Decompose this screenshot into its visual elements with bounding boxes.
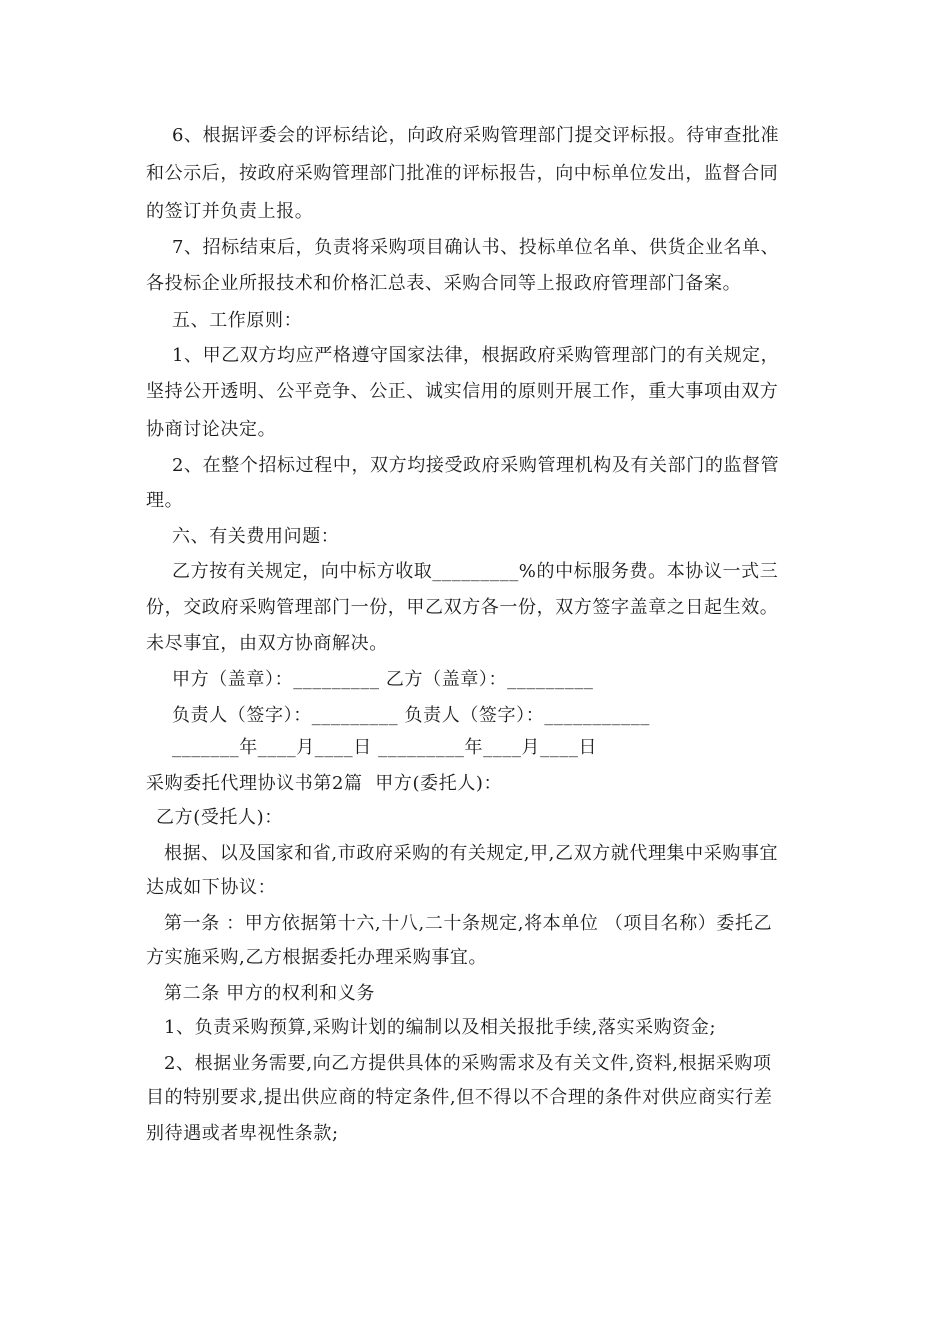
text-line: 乙方(受托人)： <box>156 807 283 828</box>
section-heading: 五、工作原则： <box>172 310 303 331</box>
text-line: 1、负责采购预算,采购计划的编制以及相关报批手续,落实采购资金; <box>164 1017 717 1038</box>
text-line: 2、根据业务需要,向乙方提供具体的采购需求及有关文件,资料,根据采购项 <box>164 1053 772 1074</box>
part-title: 采购委托代理协议书第2篇 甲方(委托人)： <box>146 773 503 794</box>
signature-line: 甲方（盖章）：_________ 乙方（盖章）：_________ <box>172 669 594 690</box>
text-line: 方实施采购,乙方根据委托办理采购事宜。 <box>146 947 488 968</box>
text-line: 6、根据评委会的评标结论，向政府采购管理部门提交评标报。待审查批准 <box>172 125 780 146</box>
text-line: 7、招标结束后，负责将采购项目确认书、投标单位名单、供货企业名单、 <box>172 237 780 258</box>
text-line: 协商讨论决定。 <box>146 419 277 440</box>
text-line: 坚持公开透明、公平竞争、公正、诚实信用的原则开展工作，重大事项由双方 <box>146 381 779 402</box>
text-line: 乙方按有关规定，向中标方收取_________%的中标服务费。本协议一式三 <box>172 561 779 582</box>
text-line: 和公示后，按政府采购管理部门批准的评标报告，向中标单位发出，监督合同 <box>146 163 779 184</box>
text-line: 未尽事宜，由双方协商解决。 <box>146 633 388 654</box>
text-line: 第一条 ：甲方依据第十六,十八,二十条规定,将本单位 （项目名称）委托乙 <box>164 913 773 934</box>
text-line: 的签订并负责上报。 <box>146 201 314 222</box>
date-line: _______年____月____日 _________年____月____日 <box>172 737 598 758</box>
section-heading: 六、有关费用问题： <box>172 526 340 547</box>
text-line: 根据、以及国家和省,市政府采购的有关规定,甲,乙双方就代理集中采购事宜 <box>164 843 779 864</box>
text-line: 达成如下协议： <box>146 877 277 898</box>
text-line: 目的特别要求,提出供应商的特定条件,但不得以不合理的条件对供应商实行差 <box>146 1087 773 1108</box>
text-line: 1、甲乙双方均应严格遵守国家法律，根据政府采购管理部门的有关规定， <box>172 345 780 366</box>
article-heading: 第二条 甲方的权利和义务 <box>164 983 375 1004</box>
text-line: 理。 <box>146 490 184 511</box>
text-line: 别待遇或者卑视性条款; <box>146 1123 339 1144</box>
text-line: 各投标企业所报技术和价格汇总表、采购合同等上报政府管理部门备案。 <box>146 273 742 294</box>
text-line: 2、在整个招标过程中，双方均接受政府采购管理机构及有关部门的监督管 <box>172 455 780 476</box>
signature-line: 负责人（签字）：_________ 负责人（签字）：___________ <box>172 705 650 726</box>
text-line: 份，交政府采购管理部门一份，甲乙双方各一份，双方签字盖章之日起生效。 <box>146 597 779 618</box>
